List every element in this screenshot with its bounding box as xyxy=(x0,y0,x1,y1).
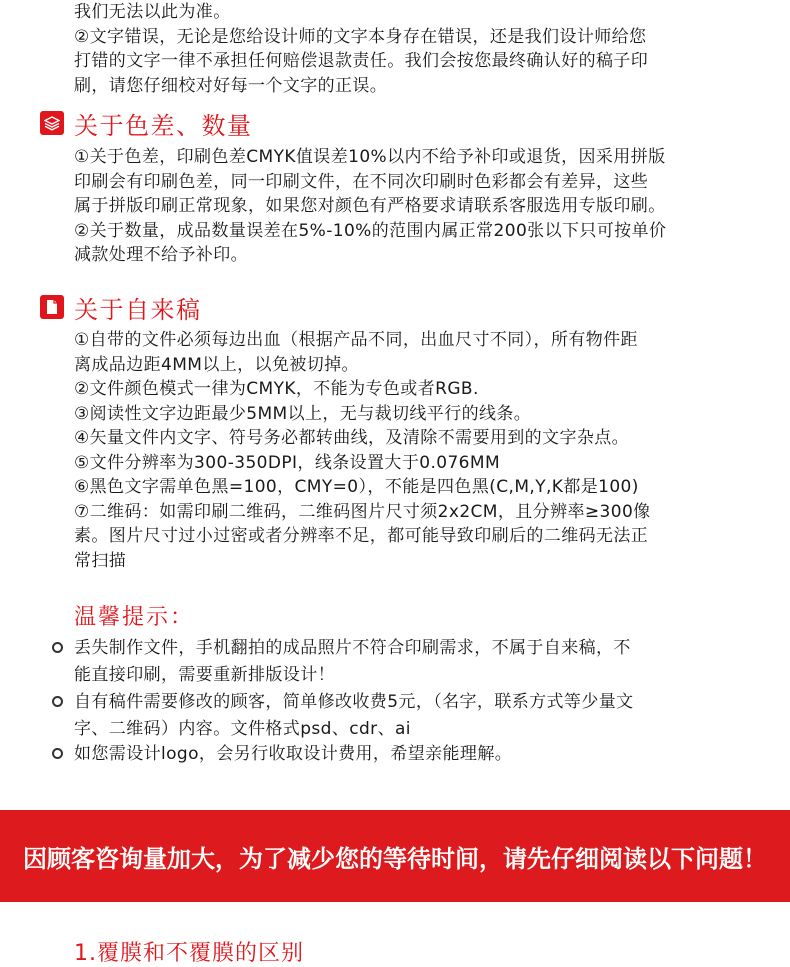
text-line: ①自带的文件必须每边出血（根据产品不同，出血尺寸不同），所有物件距 xyxy=(74,330,638,350)
text-line: ②关于数量，成品数量误差在5%-10%的范围内属正常200张以下只可按单价 xyxy=(74,220,667,241)
layers-icon xyxy=(40,111,64,135)
text-line: 丢失制作文件，手机翻拍的成品照片不符合印刷需求，不属于自来稿，不 xyxy=(74,638,631,658)
bullet-circle-icon xyxy=(52,696,63,707)
tip-text xyxy=(74,635,774,689)
section-title-color-quantity xyxy=(40,108,253,138)
text-line: ③阅读性文字边距最少5MM以上，无与裁切线平行的线条。 xyxy=(74,403,532,424)
text-line: 常扫描 xyxy=(74,550,127,571)
text-line: ④矢量文件内文字、符号务必都转曲线，及清除不需要用到的文字杂点。 xyxy=(74,428,630,448)
notice-banner xyxy=(0,810,790,902)
color-quantity-paragraph xyxy=(74,145,774,268)
own-artwork-paragraph xyxy=(74,328,774,573)
text-line: 如您需设计logo，会另行收取设计费用，希望亲能理解。 xyxy=(74,744,513,764)
text-line: ⑤文件分辨率为300-350DPI，线条设置大于0.076MM xyxy=(74,452,501,473)
section-heading: 关于色差、数量 xyxy=(74,111,253,140)
text-line: 离成品边距4MM以上，以免被切掉。 xyxy=(74,354,359,375)
section-title-own-artwork xyxy=(40,292,202,322)
banner-text: 因顾客咨询量加大，为了减少您的等待时间，请先仔细阅读以下问题！ xyxy=(23,844,767,873)
tips-heading: 温馨提示： xyxy=(74,605,195,630)
text-line: 能直接印刷，需要重新排版设计！ xyxy=(74,665,335,685)
text-line: 印刷会有印刷色差，同一印刷文件，在不同次印刷时色彩都会有差异，这些 xyxy=(74,171,649,192)
text-line: 属于拼版印刷正常现象，如果您对颜色有严格要求请联系客服选用专版印刷。 xyxy=(74,196,666,216)
text-line: 字、二维码）内容。文件格式psd、cdr、ai xyxy=(74,719,411,739)
text-line: ②文件颜色模式一律为CMYK，不能为专色或者RGB. xyxy=(74,379,479,399)
tip-text xyxy=(74,741,774,768)
faq-heading: 1.覆膜和不覆膜的区别 xyxy=(74,941,304,966)
text-line: ②文字错误，无论是您给设计师的文字本身存在错误，还是我们设计师给您 xyxy=(74,26,647,47)
text-line: 刷，请您仔细校对好每一个文字的正误。 xyxy=(74,75,388,96)
text-line: 素。图片尺寸过小过密或者分辨率不足，都可能导致印刷后的二维码无法正 xyxy=(74,526,649,546)
bullet-circle-icon xyxy=(52,748,63,759)
text-line: 我们无法以此为准。 xyxy=(74,2,231,22)
text-line: ⑦二维码：如需印刷二维码，二维码图片尺寸须2x2CM，且分辨率≥300像 xyxy=(74,501,651,522)
text-line: 自有稿件需要修改的顾客，简单修改收费5元，（名字，联系方式等少量文 xyxy=(74,692,634,712)
text-line: ①关于色差，印刷色差CMYK值误差10%以内不给予补印或退货，因采用拼版 xyxy=(74,147,666,167)
text-line: 减款处理不给予补印。 xyxy=(74,245,248,265)
text-line: ⑥黑色文字需单色黑=100，CMY=0），不能是四色黑(C,M,Y,K都是100) xyxy=(74,477,639,497)
document-icon xyxy=(40,295,64,319)
intro-paragraph xyxy=(74,0,774,98)
section-heading: 关于自来稿 xyxy=(74,295,202,324)
text-line: 打错的文字一律不承担任何赔偿退款责任。我们会按您最终确认好的稿子印 xyxy=(74,51,649,71)
bullet-circle-icon xyxy=(52,642,63,653)
tip-text xyxy=(74,689,774,743)
